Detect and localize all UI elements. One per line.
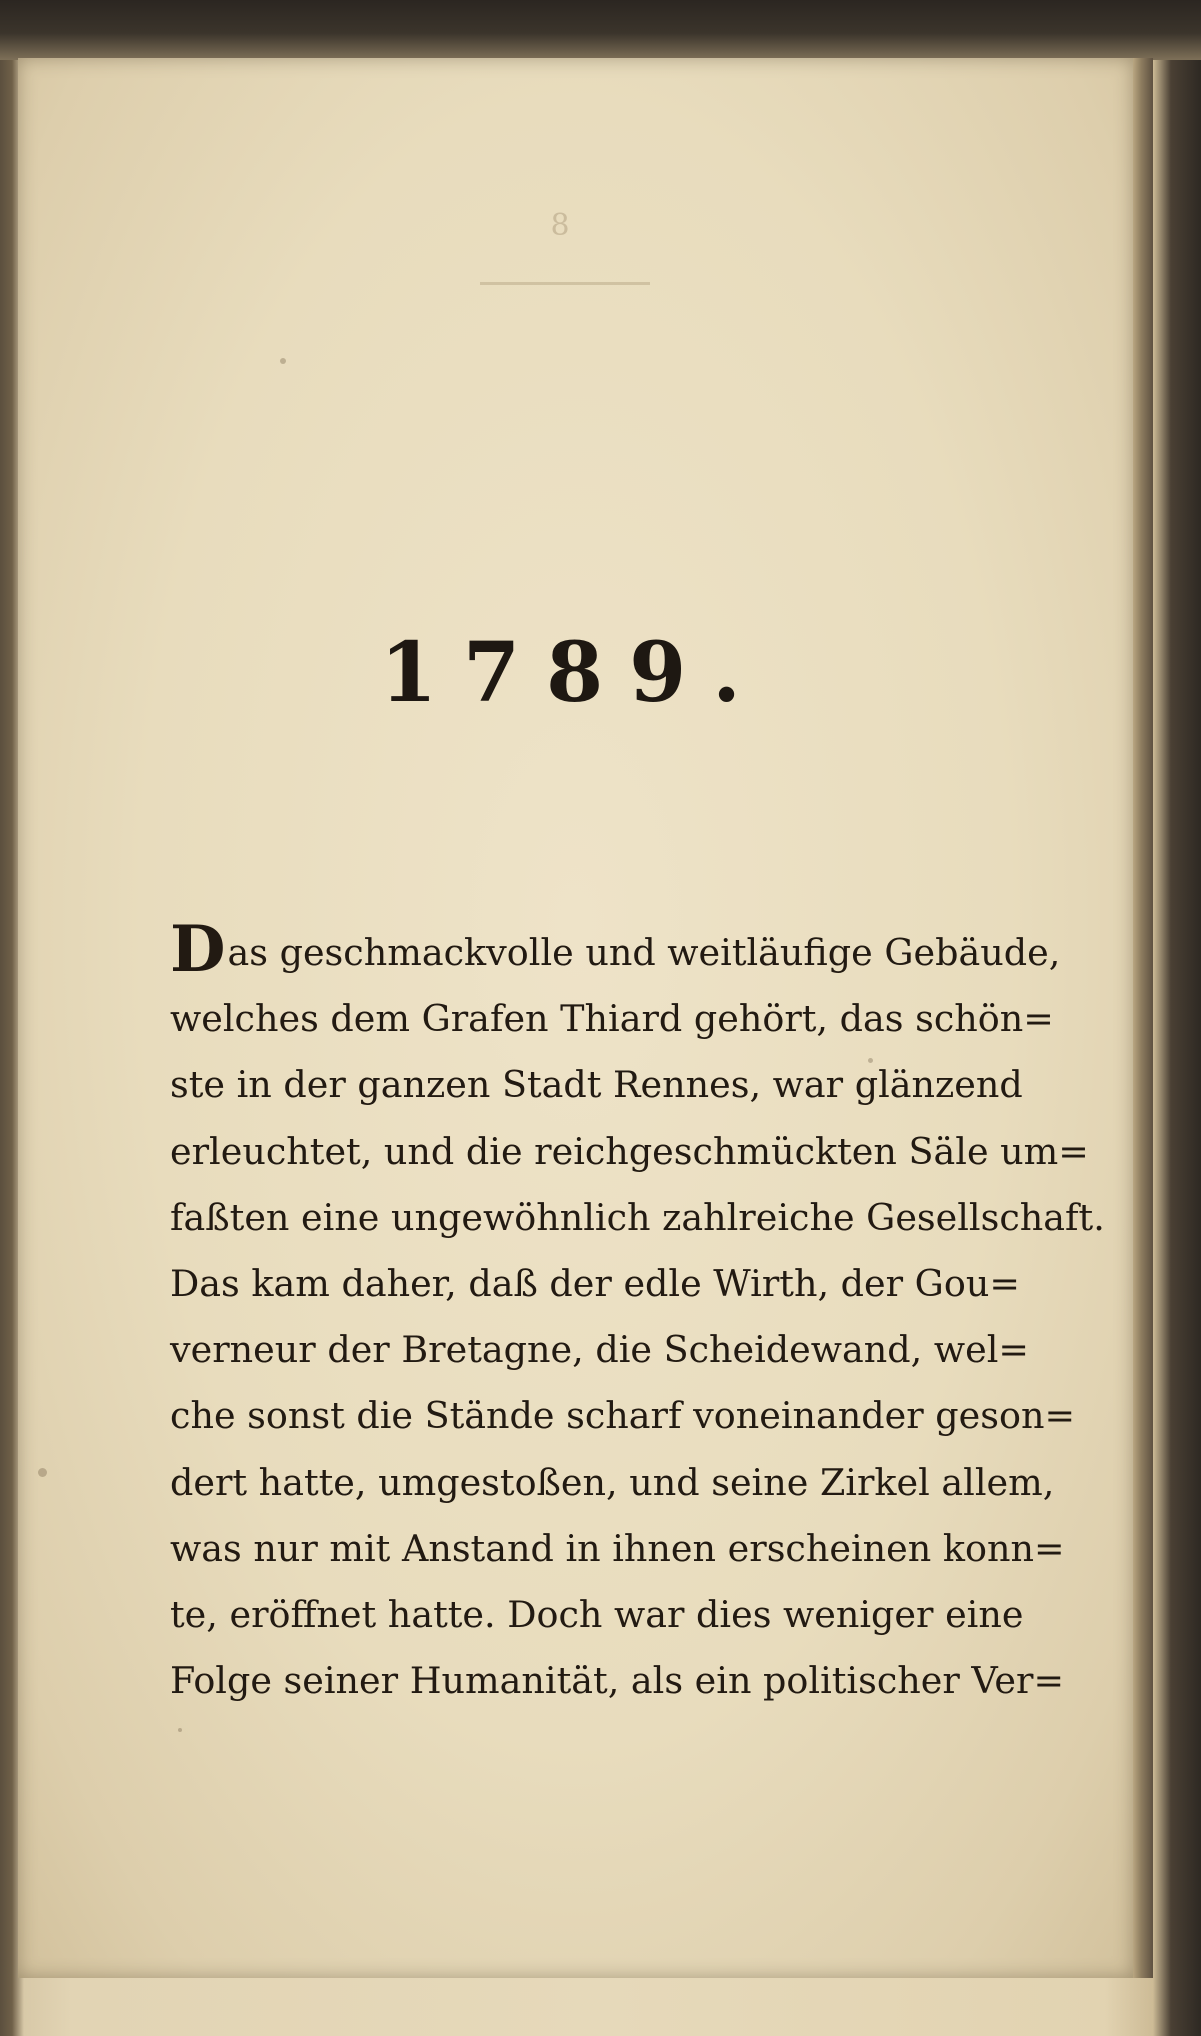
book-cover-edge [0, 0, 1201, 60]
text-line: was nur mit Anstand in ihnen erscheinen konn= [170, 1526, 1065, 1570]
text-line: te, eröffnet hatte. Doch war dies weniger eine [170, 1593, 1024, 1637]
text-line: verneur der Bretagne, die Scheidewand, wel= [170, 1328, 1029, 1372]
show-through-text [140, 330, 1000, 890]
drop-cap: D [170, 912, 226, 987]
text-line [170, 912, 1061, 987]
paper-speck [38, 1468, 47, 1477]
paper-speck [178, 1728, 182, 1732]
body-paragraph [170, 912, 1105, 1714]
page-edge [1133, 58, 1153, 1978]
text-line: ste in der ganzen Stadt Rennes, war glänzend [170, 1063, 1023, 1107]
first-line-text: as geschmackvolle und weitläufige Gebäude, [227, 931, 1061, 974]
chapter-heading: 1789. [380, 625, 767, 721]
page-number: 8 [550, 208, 570, 243]
text-line: faßten eine ungewöhnlich zahlreiche Gesellschaft. [170, 1195, 1105, 1239]
text-line: erleuchtet, und die reichgeschmückten Säle um= [170, 1129, 1089, 1173]
text-line: dert hatte, umgestoßen, und seine Zirkel allem, [170, 1460, 1055, 1504]
header-rule [480, 282, 650, 285]
text-line: welches dem Grafen Thiard gehört, das schön= [170, 997, 1054, 1041]
text-line: che sonst die Stände scharf voneinander geson= [170, 1394, 1076, 1438]
text-line: Folge seiner Humanität, als ein politischer Ver= [170, 1659, 1065, 1703]
text-line: Das kam daher, daß der edle Wirth, der Gou= [170, 1262, 1020, 1306]
